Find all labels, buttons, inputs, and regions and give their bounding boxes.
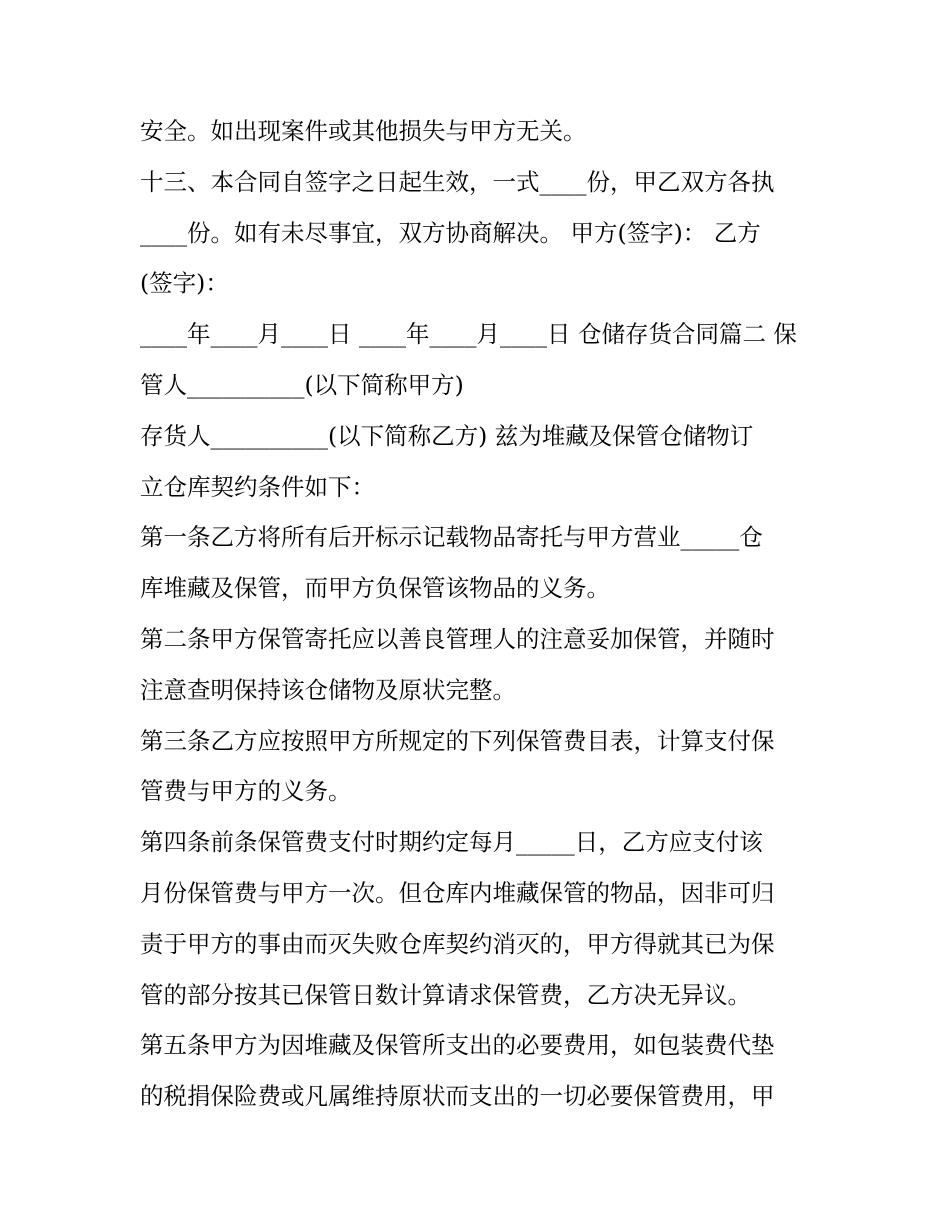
text-line: 库堆藏及保管，而甲方负保管该物品的义务。 bbox=[140, 574, 610, 603]
text-line: ____年____月____日 ____年____月____日 仓储存货合同篇二 保 bbox=[140, 320, 797, 349]
text-line: (签字)： bbox=[140, 269, 229, 298]
text-line: 的税捐保险费或凡属维持原状而支出的一切必要保管费用，甲 bbox=[140, 1082, 775, 1111]
text-line: 责于甲方的事由而灭失败仓库契约消灭的，甲方得就其已为保 bbox=[140, 929, 775, 958]
text-line: 管人__________(以下简称甲方) bbox=[140, 370, 464, 399]
text-line: 第二条甲方保管寄托应以善良管理人的注意妥加保管，并随时 bbox=[140, 624, 775, 653]
text-line: 管费与甲方的义务。 bbox=[140, 777, 352, 806]
text-line: 十三、本合同自签字之日起生效，一式____份，甲乙双方各执 bbox=[140, 167, 775, 196]
text-line: 立仓库契约条件如下： bbox=[140, 472, 375, 501]
text-line: 安全。如出现案件或其他损失与甲方无关。 bbox=[140, 117, 587, 145]
text-line: 第三条乙方应按照甲方所规定的下列保管费目表，计算支付保 bbox=[140, 726, 775, 755]
contract-text bbox=[140, 106, 820, 1122]
text-line: 月份保管费与甲方一次。但仓库内堆藏保管的物品，因非可归 bbox=[140, 878, 775, 907]
text-line: 第一条乙方将所有后开标示记载物品寄托与甲方营业_____仓 bbox=[140, 523, 763, 552]
text-line: ____份。如有未尽事宜，双方协商解决。 甲方(签字)： 乙方 bbox=[140, 218, 761, 247]
text-line: 存货人__________(以下简称乙方) 兹为堆藏及保管仓储物订 bbox=[140, 421, 754, 450]
text-line: 第四条前条保管费支付时期约定每月_____日，乙方应支付该 bbox=[140, 828, 763, 857]
text-line: 管的部分按其已保管日数计算请求保管费，乙方决无异议。 bbox=[140, 980, 751, 1009]
text-line: 注意查明保持该仓储物及原状完整。 bbox=[140, 675, 516, 704]
text-line: 第五条甲方为因堆藏及保管所支出的必要费用，如包装费代垫 bbox=[140, 1031, 775, 1060]
